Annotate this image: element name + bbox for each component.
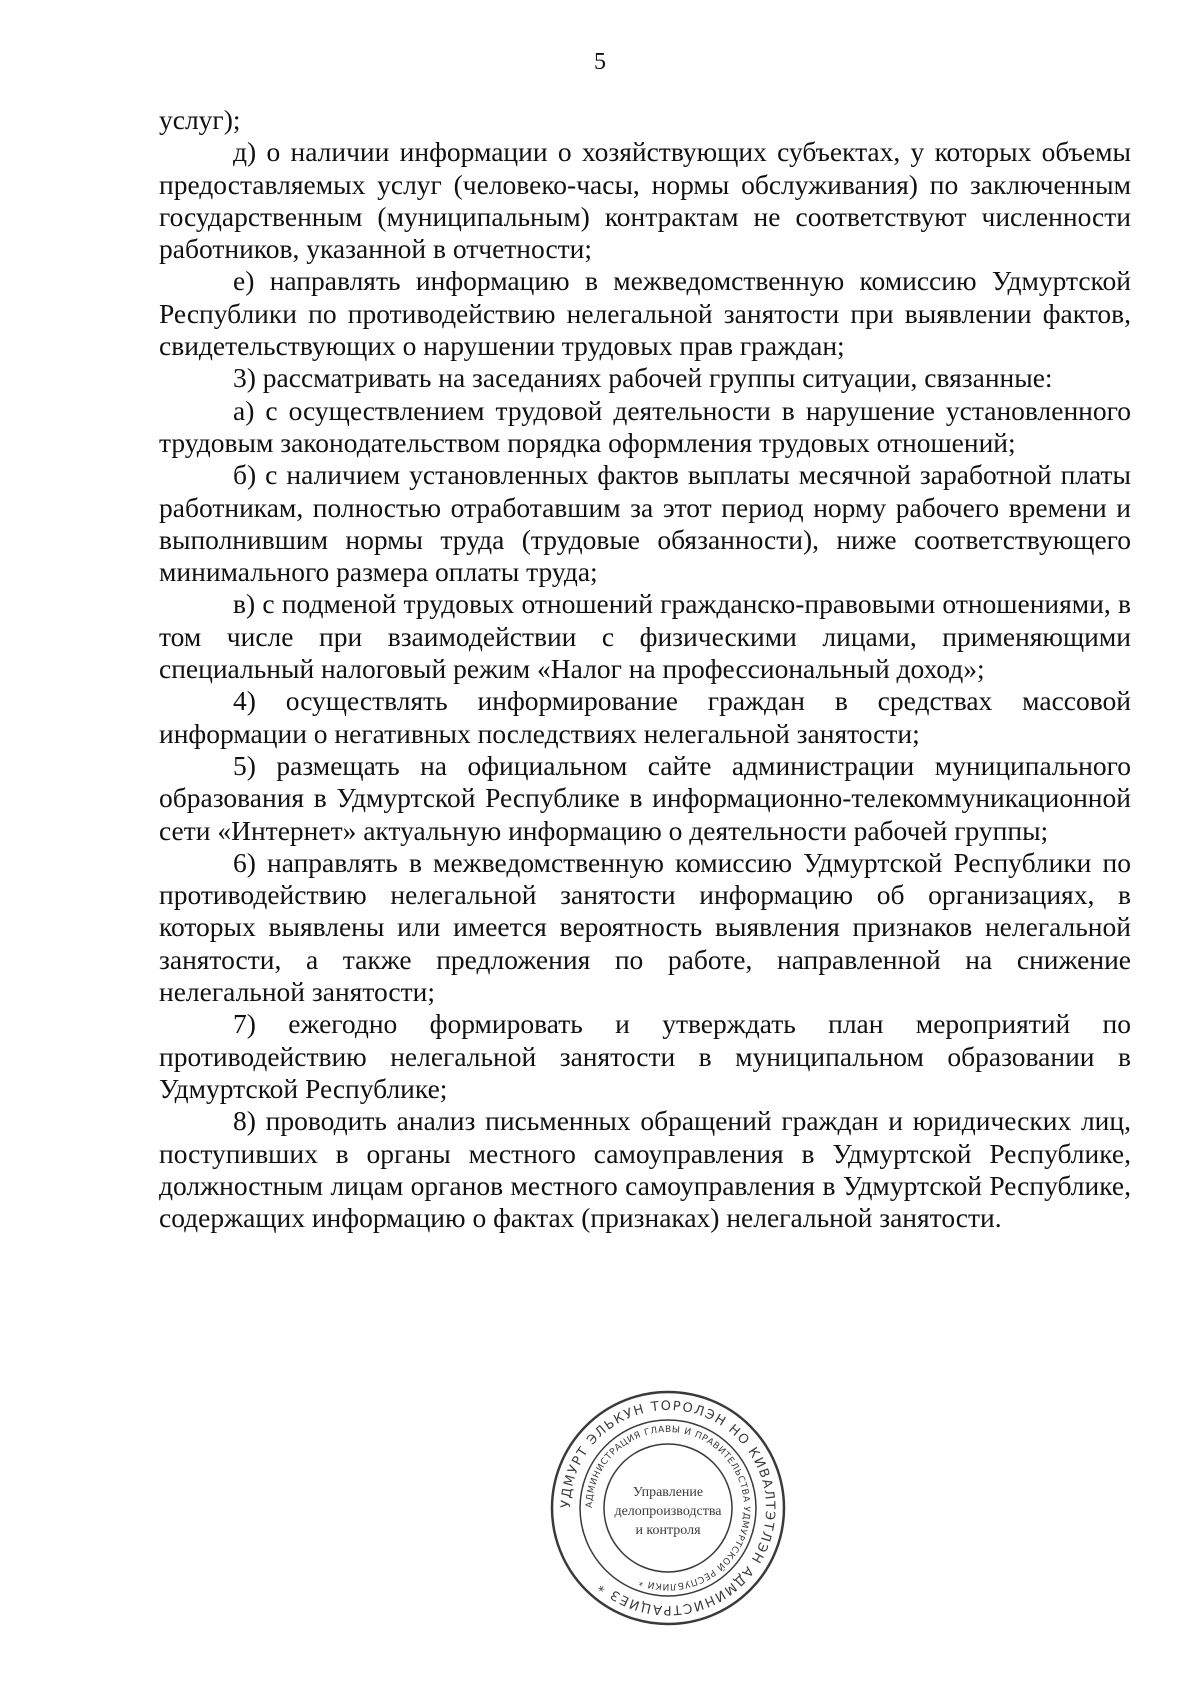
paragraph-item-a: а) с осуществлением трудовой деятельности в нарушение установленного трудовым законодательством порядка оформления трудовых отношений;: [159, 394, 1131, 458]
seal-center-line-1: Управление: [632, 1485, 704, 1500]
paragraph-item-7: 7) ежегодно формировать и утверждать план мероприятий по противодействию нелегальной занятости в муниципальном образовании в Удмуртской Республике;: [159, 1008, 1131, 1104]
paragraph-item-8: 8) проводить анализ письменных обращений граждан и юридических лиц, поступивших в органы местного самоуправления в Удмуртской Республике, должностным лицам органов местного самоуправления в Удмуртской Республике, содержащих информацию о фактах (признаках) нелегальной занятости.: [159, 1105, 1131, 1234]
paragraph-item-4: 4) осуществлять информирование граждан в средствах массовой информации о негативных последствиях нелегальной занятости;: [159, 685, 1131, 749]
paragraph-continuation: услуг);: [159, 104, 241, 135]
paragraph-item-v: в) с подменой трудовых отношений гражданско-правовыми отношениями, в том числе при взаимодействии с физическими лицами, применяющими специальный налоговый режим «Налог на профессиональный доход»;: [159, 588, 1131, 685]
paragraph-item-5: 5) размещать на официальном сайте администрации муниципального образования в Удмуртской Республике в информационно-телекоммуникационной сети «Интернет» актуальную информацию о деятельности рабочей группы;: [159, 749, 1131, 846]
paragraph-item-3: 3) рассматривать на заседаниях рабочей группы ситуации, связанные:: [233, 362, 1053, 394]
seal-center-line-2: делопроизводства: [614, 1504, 722, 1519]
document-body: [159, 104, 1131, 1234]
official-seal: [548, 1388, 788, 1628]
seal-inner-text: АДМИНИСТРАЦИЯ ГЛАВЫ И ПРАВИТЕЛЬСТВА УДМУРТСКОЙ РЕСПУБЛИКИ *: [584, 1424, 752, 1592]
seal-graphic: [548, 1388, 788, 1628]
paragraph-item-e: е) направлять информацию в межведомственную комиссию Удмуртской Республики по противодействию нелегальной занятости при выявлении фактов, свидетельствующих о нарушении трудовых прав граждан;: [159, 265, 1131, 362]
seal-outer-text: УДМУРТ ЭЛЬКУН ТОРОЛЭН НО КИВАЛТЭТЛЭН АДМИНИСТРАЦИЕЗ *: [558, 1398, 778, 1618]
paragraph-item-b: б) с наличием установленных фактов выплаты месячной заработной платы работникам, полностью отработавшим за этот период норму рабочего времени и выполнившим нормы труда (трудовые обязанности), ниже соответствующего минимального размера оплаты труда;: [159, 459, 1131, 588]
paragraph-item-6: 6) направлять в межведомственную комиссию Удмуртской Республики по противодействию нелегальной занятости информацию об организациях, в которых выявлены или имеется вероятность выявления признаков нелегальной занятости, а также предложения по работе, направленной на снижение нелегальной занятости;: [159, 846, 1131, 1008]
page-number: 5: [594, 49, 606, 75]
seal-center-line-3: и контроля: [635, 1523, 701, 1538]
paragraph-item-d: д) о наличии информации о хозяйствующих субъектах, у которых объемы предоставляемых услуг (человеко-часы, нормы обслуживания) по заключенным государственным (муниципальным) контрактам не соответствуют численности работников, указанной в отчетности;: [159, 136, 1131, 265]
